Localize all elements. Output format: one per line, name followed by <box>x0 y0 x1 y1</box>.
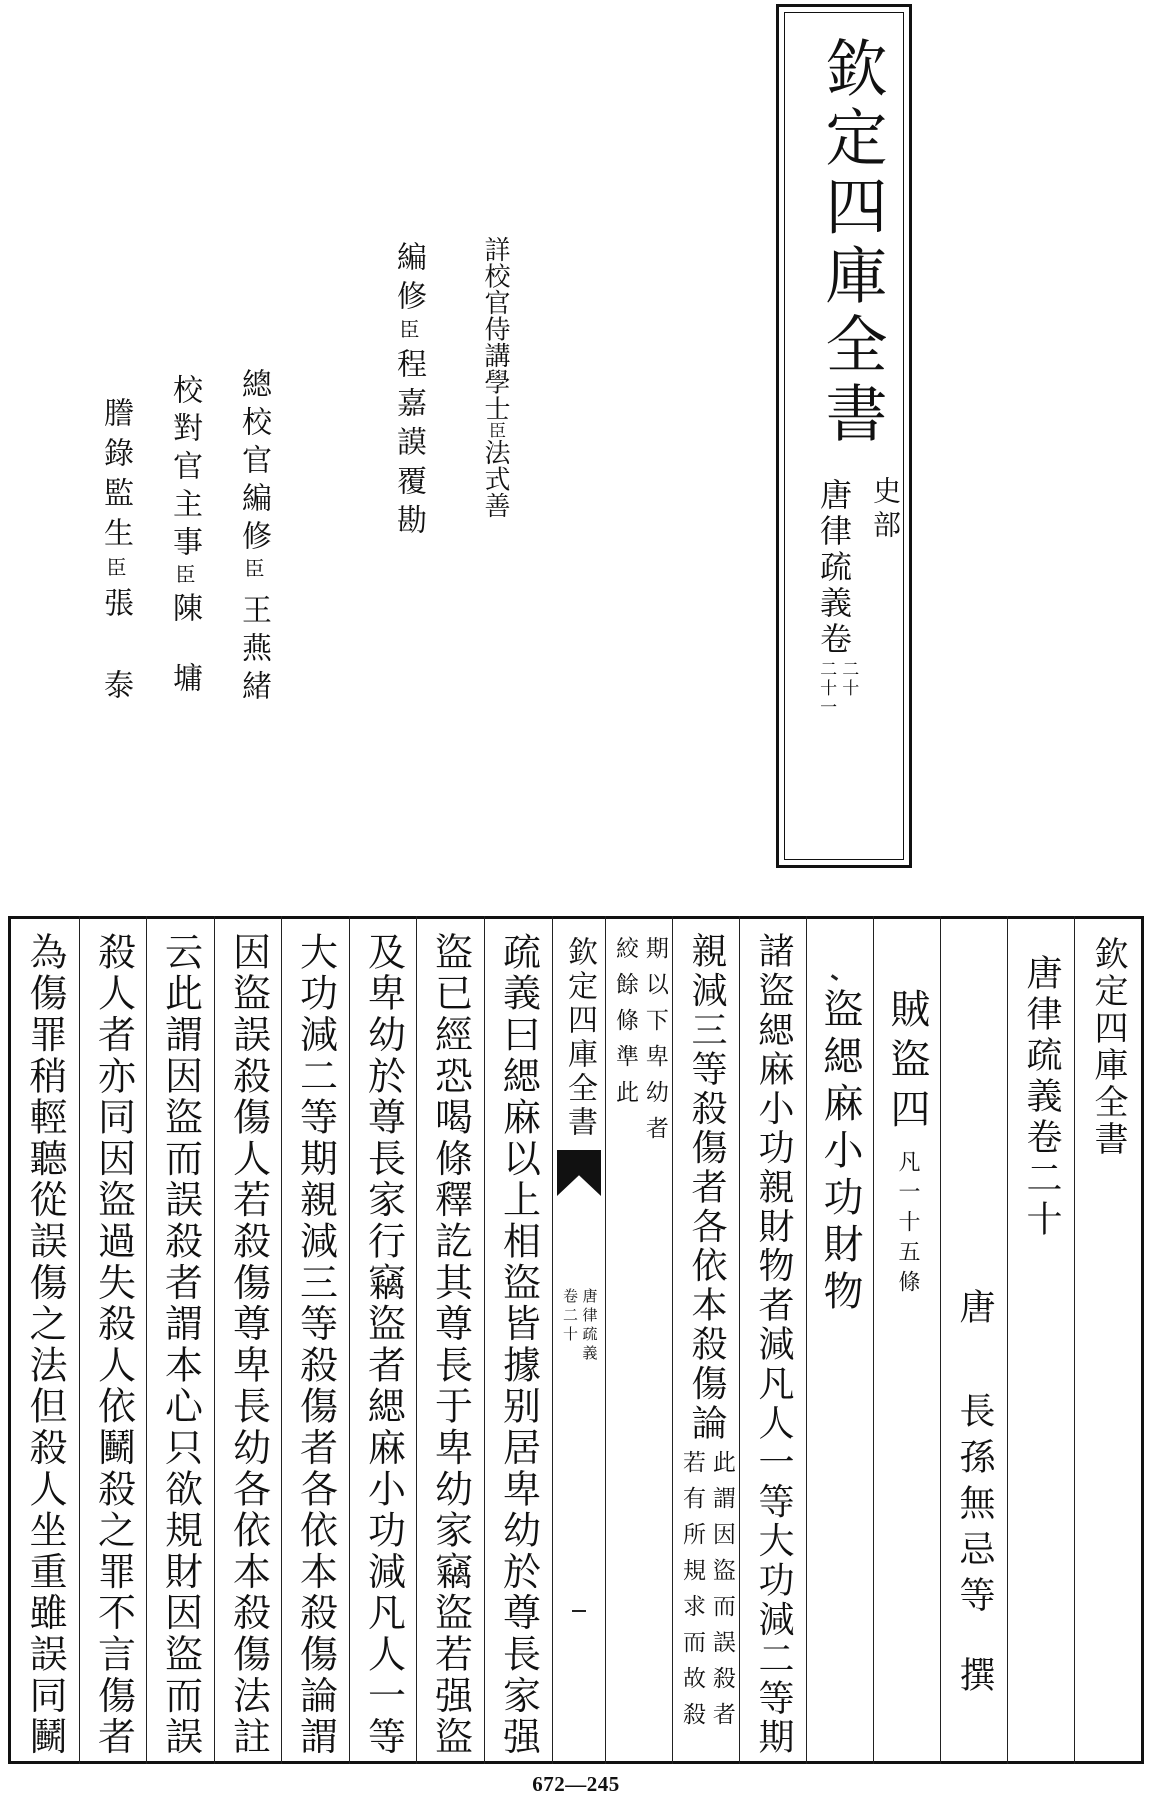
column-article-text-2 <box>672 916 739 1764</box>
credit-collator <box>167 374 202 732</box>
author-role: 撰 <box>954 1656 995 1692</box>
column-header <box>1074 916 1141 1764</box>
credit-office: 編修 <box>391 241 426 319</box>
column-chapter <box>873 916 940 1764</box>
credit-subject-mark: 臣 <box>396 319 420 348</box>
commentary-text-line: 盜已經恐喝條釋訖其尊長于卑幼家竊盜若强盜 <box>428 932 473 1758</box>
column-commentary-8 <box>11 916 79 1764</box>
fold-header-title: 欽定四庫全書 <box>562 936 597 1140</box>
credit-name: 張泰 <box>98 587 133 751</box>
commentary-text-line: 為傷罪稍輕聽從誤傷之法但殺人坐重雖誤同鬭 <box>23 932 67 1758</box>
column-commentary-3 <box>349 916 417 1764</box>
column-commentary-6 <box>146 916 214 1764</box>
author-dynasty: 唐 <box>954 1288 995 1324</box>
chapter-title: 賊盜四 <box>884 988 930 1138</box>
fishtail-mark-icon <box>557 1150 601 1196</box>
credit-name: 法式善 <box>480 439 510 519</box>
fold-book-title: 唐律疏義 <box>580 1288 599 1364</box>
column-volume-title <box>1007 916 1074 1764</box>
page-number: 672—245 <box>532 1772 620 1796</box>
article-text-line: 諸盜緦麻小功親財物者減凡人一等大功減二等期 <box>753 932 794 1758</box>
column-commentary-2 <box>416 916 484 1764</box>
credit-detailed-proofreader <box>482 236 508 519</box>
credit-name: 陳墉 <box>167 592 202 732</box>
credit-subject-mark: 臣 <box>172 564 196 592</box>
credit-office: 總校官編修 <box>236 368 271 558</box>
commentary-text-line: 及卑幼於尊長家行竊盜者緦麻小功減凡人一等 <box>361 932 406 1758</box>
credit-subject-mark: 臣 <box>103 557 127 587</box>
credit-name: 王燕緒 <box>236 594 271 708</box>
section-mark-icon <box>831 974 838 980</box>
fold-tick-mark <box>572 1610 586 1612</box>
column-commentary-7 <box>79 916 147 1764</box>
cover-category: 史部 <box>869 476 902 544</box>
commentary-note <box>609 936 669 1152</box>
credit-office: 詳校官侍講學士 <box>480 236 510 422</box>
fold-volume: 卷二十 <box>561 1288 579 1345</box>
commentary-line: 若有所規求而故殺 <box>679 1450 705 1738</box>
column-commentary-continued <box>605 916 672 1764</box>
credit-review-editor <box>391 241 426 543</box>
commentary-text-line: 云此謂因盜而誤殺者謂本心只欲規財因盜而誤 <box>158 932 203 1758</box>
commentary-text-line: 疏義曰緦麻以上相盜皆據别居卑幼於尊長家强 <box>496 932 541 1758</box>
credit-name: 程嘉謨覆勘 <box>391 348 426 543</box>
commentary-text-line: 因盜誤殺傷人若殺傷尊卑長幼各依本殺傷法註 <box>226 932 271 1758</box>
column-commentary-5 <box>214 916 282 1764</box>
column-commentary-1 <box>484 916 552 1764</box>
cover-volume-second: 二十一 <box>816 660 837 717</box>
column-article-title <box>806 916 873 1764</box>
volume-title: 唐律疏義卷二十 <box>1021 954 1062 1241</box>
commentary-line: 期以下卑幼者 <box>641 936 668 1152</box>
cover-volume-first: 二十 <box>838 660 859 698</box>
credit-subject-mark: 臣 <box>485 421 505 439</box>
credit-office: 謄錄監生 <box>98 397 133 557</box>
credit-office: 校對官主事 <box>167 374 202 564</box>
commentary-line: 絞餘條準此 <box>612 936 638 1116</box>
commentary-note <box>676 1450 736 1738</box>
commentary-text-line: 殺人者亦同因盜過失殺人依鬭殺之罪不言傷者 <box>91 932 136 1758</box>
commentary-text-line: 大功減二等期親減三等殺傷者各依本殺傷論謂 <box>293 932 338 1758</box>
credit-copyist <box>98 397 133 751</box>
fold-book-label <box>560 1288 599 1364</box>
commentary-line: 此謂因盜而誤殺者 <box>708 1450 735 1738</box>
column-author <box>940 916 1007 1764</box>
column-article-text-1 <box>739 916 806 1764</box>
article-title: 盜緦麻小功財物 <box>817 988 863 1317</box>
cover-title: 欽定四庫全書 <box>815 36 888 450</box>
center-fold <box>552 916 605 1764</box>
credit-chief-collator <box>236 368 271 708</box>
author-name: 長孫無忌等 <box>954 1392 995 1622</box>
column-commentary-4 <box>281 916 349 1764</box>
chapter-article-count: 凡一十五條 <box>895 1150 920 1300</box>
page-header-title: 欽定四庫全書 <box>1088 936 1128 1158</box>
cover-book-title: 唐律疏義卷 <box>815 478 853 658</box>
cover-volume-numbers <box>815 660 859 717</box>
credit-subject-mark: 臣 <box>241 558 265 594</box>
article-text-line: 親減三等殺傷者各依本殺傷論 <box>686 932 727 1443</box>
